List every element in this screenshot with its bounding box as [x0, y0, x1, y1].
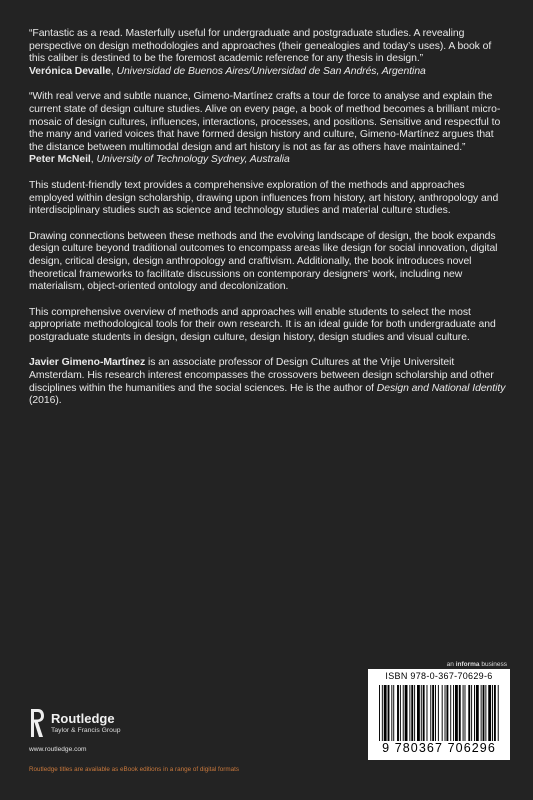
- barcode-bar: [438, 685, 439, 741]
- barcode-bar: [411, 685, 413, 741]
- barcode-bar: [397, 685, 399, 741]
- barcode-bar: [468, 685, 470, 741]
- barcode-bar: [459, 685, 461, 741]
- quote-devalle: “Fantastic as a read. Masterfully useful for undergraduate and postgraduate studies. A revealing perspective on design methodologies and approaches (their genealogies and today’s uses). A book of this caliber is destined to be the foremost academic reference for any thesis in design.” Verónica Devalle, Universidad de Buenos Aires/Universidad de San Andrés, Argentina: [29, 28, 492, 77]
- ebook-note: Routledge titles are available as eBook editions in a range of digital formats: [29, 766, 240, 773]
- publisher-website: www.routledge.com: [29, 746, 87, 753]
- barcode-bar: [432, 685, 434, 741]
- quote-text: “With real verve and subtle nuance, Gimeno-Martínez crafts a tour de force to analyse and explain the current state of design culture studies. Alive on every page, a book of method becomes a brilliant micro-mosaic of design cultures, influences, interactions, processes, and positions. Sensitive and respectful to the many and varied voices that have formed design history and culture, Gimeno-Martínez argues that the distance between multimodal design and art history is not as far as others have maintained.”: [29, 91, 501, 153]
- barcode-bar: [492, 685, 493, 741]
- barcode-bar: [430, 685, 431, 741]
- author-name: Javier Gimeno-Martínez: [29, 357, 146, 369]
- barcode-bar: [400, 685, 401, 741]
- barcode-bar: [405, 685, 408, 741]
- barcode-bar: [445, 685, 446, 741]
- barcode-bar: [455, 685, 458, 741]
- quote-mcneil: “With real verve and subtle nuance, Gimeno-Martínez crafts a tour de force to analyse and explain the current state of design culture studies. Alive on every page, a book of method becomes a brilliant micro-mosaic of design cultures, influences, interactions, processes, and positions. Sensitive and respectful to the many and varied voices that have formed design history and culture, Gimeno-Martínez argues that the distance between multimodal design and art history is not as far as others have maintained.” Peter McNeil, University of Technology Sydney, Australia: [29, 91, 501, 166]
- routledge-logo: [29, 706, 121, 740]
- quote-author: Verónica Devalle: [29, 65, 111, 77]
- barcode-bar: [403, 685, 404, 741]
- author-bio-text: is an associate professor of Design Cultures at the Vrije Universiteit Amsterdam. His research interest encompasses the crossovers between design scholarship and other disciplines within the humanities and the social sciences. He is the author of: [29, 357, 494, 394]
- barcode-bar: [474, 685, 475, 741]
- barcode-bar: [414, 685, 415, 741]
- quote-text: “Fantastic as a read. Masterfully useful for undergraduate and postgraduate studies. A revealing perspective on design methodologies and approaches (their genealogies and today’s uses). A book of this caliber is destined to be the foremost academic reference for any thesis in design.”: [29, 28, 492, 65]
- quote-affiliation: Universidad de Buenos Aires/Universidad de San Andrés, Argentina: [116, 65, 426, 77]
- routledge-logo-icon: [29, 708, 45, 738]
- barcode-bar: [485, 685, 486, 741]
- author-bio: [29, 357, 507, 407]
- barcode-bar: [379, 685, 380, 741]
- description-paragraph: Drawing connections between these methods and the evolving landscape of design, the book expands design culture beyond traditional outcomes to encompass areas like design for social innovation, digital design, critical design, design anthropology and craftivism. Additionally, the book introduces novel theoretical frameworks to facilitate discussions on contemporary designers’ work, including new materialism, object-oriented ontology and decolonization.: [29, 230, 498, 293]
- barcode-bar: [463, 685, 464, 741]
- barcode-bar: [393, 685, 394, 741]
- barcode-bar: [488, 685, 491, 741]
- barcode-bar: [446, 685, 448, 741]
- publisher-subtitle: Taylor & Francis Group: [51, 726, 121, 734]
- barcode-bar: [423, 685, 425, 741]
- description-paragraph: This comprehensive overview of methods and approaches will enable students to select the most appropriate methodological tools for their own research. It is an ideal guide for both undergraduate and postgraduate students in design, design culture, design history, design studies and visual culture.: [29, 306, 496, 343]
- barcode-bar: [382, 685, 383, 741]
- barcode-bar: [421, 685, 422, 741]
- barcode-bar: [417, 685, 420, 741]
- barcode-bar: [471, 685, 472, 741]
- barcode-bar: [476, 685, 479, 741]
- isbn-barcode: [368, 669, 510, 760]
- back-cover-text: [29, 28, 507, 421]
- informa-business-label: an informa business: [446, 661, 507, 668]
- barcode-bar: [388, 685, 390, 741]
- quote-author: Peter McNeil: [29, 154, 91, 166]
- barcode-bar: [498, 685, 499, 741]
- barcode-bar: [494, 685, 496, 741]
- barcode-digits: 9 780367 706296: [382, 741, 496, 755]
- barcode-bar: [450, 685, 451, 741]
- author-book-title: Design and National Identity: [376, 382, 506, 394]
- barcode-bar: [435, 685, 436, 741]
- barcode-bar: [453, 685, 454, 741]
- isbn-label: ISBN 978-0-367-70629-6: [385, 671, 493, 681]
- barcode-bar: [481, 685, 482, 741]
- barcode-bar: [384, 685, 387, 741]
- barcode-bar: [483, 685, 485, 741]
- barcode-bars: [377, 685, 501, 741]
- barcode-bar: [442, 685, 443, 741]
- barcode-bar: [391, 685, 392, 741]
- publisher-name: Routledge: [51, 710, 115, 726]
- barcode-bar: [465, 685, 466, 741]
- barcode-bar: [427, 685, 428, 741]
- author-bio-end: (2016).: [29, 395, 62, 407]
- barcode-bar: [409, 685, 410, 741]
- description-paragraph: This student-friendly text provides a comprehensive exploration of the methods and approaches employed within design scholarship, drawing upon influences from history, art history, anthropology and interdisciplinary studies such as science and technology studies and material culture studies.: [29, 179, 499, 217]
- quote-affiliation: University of Technology Sydney, Australia: [96, 154, 290, 166]
